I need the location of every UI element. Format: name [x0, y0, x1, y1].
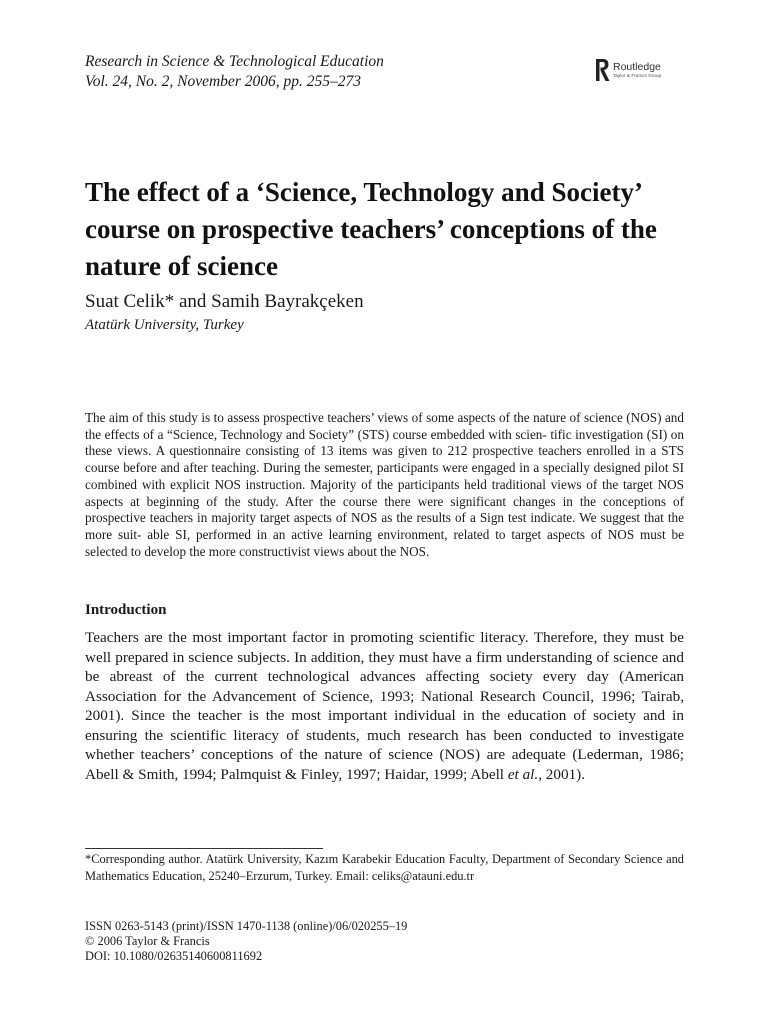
- publisher-subtitle: Taylor & Francis Group: [613, 73, 662, 78]
- article-title: The effect of a ‘Science, Technology and Society’ course on prospective teachers’ conceptions of the nature of science: [85, 177, 657, 281]
- footnote-divider: [85, 848, 323, 849]
- doi: DOI: 10.1080/02635140600811692: [85, 949, 263, 963]
- introduction-text-end: , 2001).: [538, 765, 586, 783]
- journal-name: Research in Science & Technological Education: [85, 53, 384, 70]
- section-heading-introduction: Introduction: [85, 602, 167, 618]
- article-authors: Suat Celik* and Samih Bayrakçeken: [85, 291, 364, 312]
- introduction-paragraph: [85, 628, 684, 784]
- routledge-r-logo-icon: [596, 58, 610, 82]
- publication-info: [85, 919, 407, 964]
- journal-volume: Vol. 24, No. 2, November 2006, pp. 255–273: [85, 73, 361, 90]
- publisher-name: Routledge: [613, 60, 661, 73]
- issn: ISSN 0263-5143 (print)/ISSN 1470-1138 (online)/06/020255–19: [85, 919, 408, 933]
- introduction-italic: et al.: [507, 765, 539, 783]
- introduction-text: Teachers are the most important factor in promoting scientific literacy. Therefore, they must be well prepared in science subjects. In addition, they must have a firm understanding of science and be abreast of the current technological advances affecting society every day (American Association for the Advancement of Science, 1993; National Research Council, 1996; Tairab, 2001). Since the teacher is the most important individual in the education of society and in ensuring the scientific literacy of students, much research has been conducted to investigate whether teachers’ conceptions of the nature of science (NOS) are adequate (Lederman, 1986; Abell & Smith, 1994; Palmquist & Finley, 1997; Haidar, 1999; Abell: [85, 629, 684, 783]
- journal-header: [85, 52, 384, 92]
- copyright: © 2006 Taylor & Francis: [85, 934, 210, 948]
- article-affiliation: Atatürk University, Turkey: [85, 317, 244, 333]
- publisher-logo: [596, 58, 661, 82]
- article-abstract: The aim of this study is to assess prospective teachers’ views of some aspects of the nature of science (NOS) and the effects of a “Science, Technology and Society” (STS) course embedded with scien- tific investigation (SI) on these views. A questionnaire consisting of 13 items was given to 212 prospective teachers enrolled in a STS course before and after teaching. During the semester, participants were engaged in a specially designed pilot SI combined with explicit NOS instruction. Majority of the participants held traditional views of the target NOS aspects at beginning of the study. After the course there were significant changes in the conceptions of prospective teachers in majority target aspects of NOS as the results of a Sign test indicate. We suggest that the more suit- able SI, performed in an active learning environment, related to target aspects of NOS must be selected to develop the more constructivist views about the NOS.: [85, 410, 684, 559]
- footnote: *Corresponding author. Atatürk University, Kazım Karabekir Education Faculty, Department of Secondary Science and Mathematics Education, 25240–Erzurum, Turkey. Email: celiks@atauni.edu.tr: [85, 852, 684, 883]
